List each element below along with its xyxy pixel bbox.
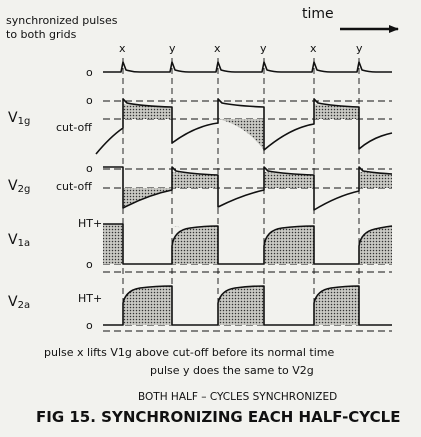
v1g-zero: o xyxy=(86,94,93,107)
v1a-label: V1a xyxy=(8,232,31,249)
time-label: time xyxy=(302,6,334,22)
v2g-cutoff: cut-off xyxy=(56,180,92,193)
v1a-shade-1 xyxy=(103,224,123,264)
header-line-1: synchronized pulses xyxy=(6,14,118,27)
pulse-train-zero: o xyxy=(86,66,93,79)
v1g-shade-2 xyxy=(218,119,264,150)
v1g-subscript: 1g xyxy=(17,116,31,127)
note-line-2: pulse y does the same to V2g xyxy=(150,364,314,377)
pulse-train-waveform xyxy=(103,62,392,72)
header-line-2: to both grids xyxy=(6,28,77,41)
v2a-zero: o xyxy=(86,319,93,332)
pulse-label-y2: y xyxy=(260,42,267,55)
v1g-cutoff: cut-off xyxy=(56,121,92,134)
v1a-waveform xyxy=(103,224,392,264)
pulse-label-y3: y xyxy=(356,42,363,55)
note-line-1: pulse x lifts V1g above cut-off before its normal time xyxy=(44,346,335,359)
pulse-label-x3: x xyxy=(310,42,317,55)
v2a-label: V2a xyxy=(8,294,31,311)
v1a-subscript: 1a xyxy=(17,238,31,249)
pulse-label-x2: x xyxy=(214,42,221,55)
figure-title: FIG 15. SYNCHRONIZING EACH HALF-CYCLE xyxy=(36,408,401,426)
v2g-label: V2g xyxy=(8,178,31,195)
v2g-subscript: 2g xyxy=(17,184,31,195)
v1a-ht: HT+ xyxy=(78,217,103,230)
subtitle: BOTH HALF – CYCLES SYNCHRONIZED xyxy=(138,391,338,403)
pulse-label-x1: x xyxy=(119,42,126,55)
v1a-shade-4 xyxy=(359,226,392,264)
v1a-zero: o xyxy=(86,258,93,271)
v2g-zero: o xyxy=(86,162,93,175)
v2a-ht: HT+ xyxy=(78,292,103,305)
v2a-subscript: 2a xyxy=(17,300,31,311)
pulse-label-y1: y xyxy=(169,42,176,55)
v1g-label: V1g xyxy=(8,110,31,127)
